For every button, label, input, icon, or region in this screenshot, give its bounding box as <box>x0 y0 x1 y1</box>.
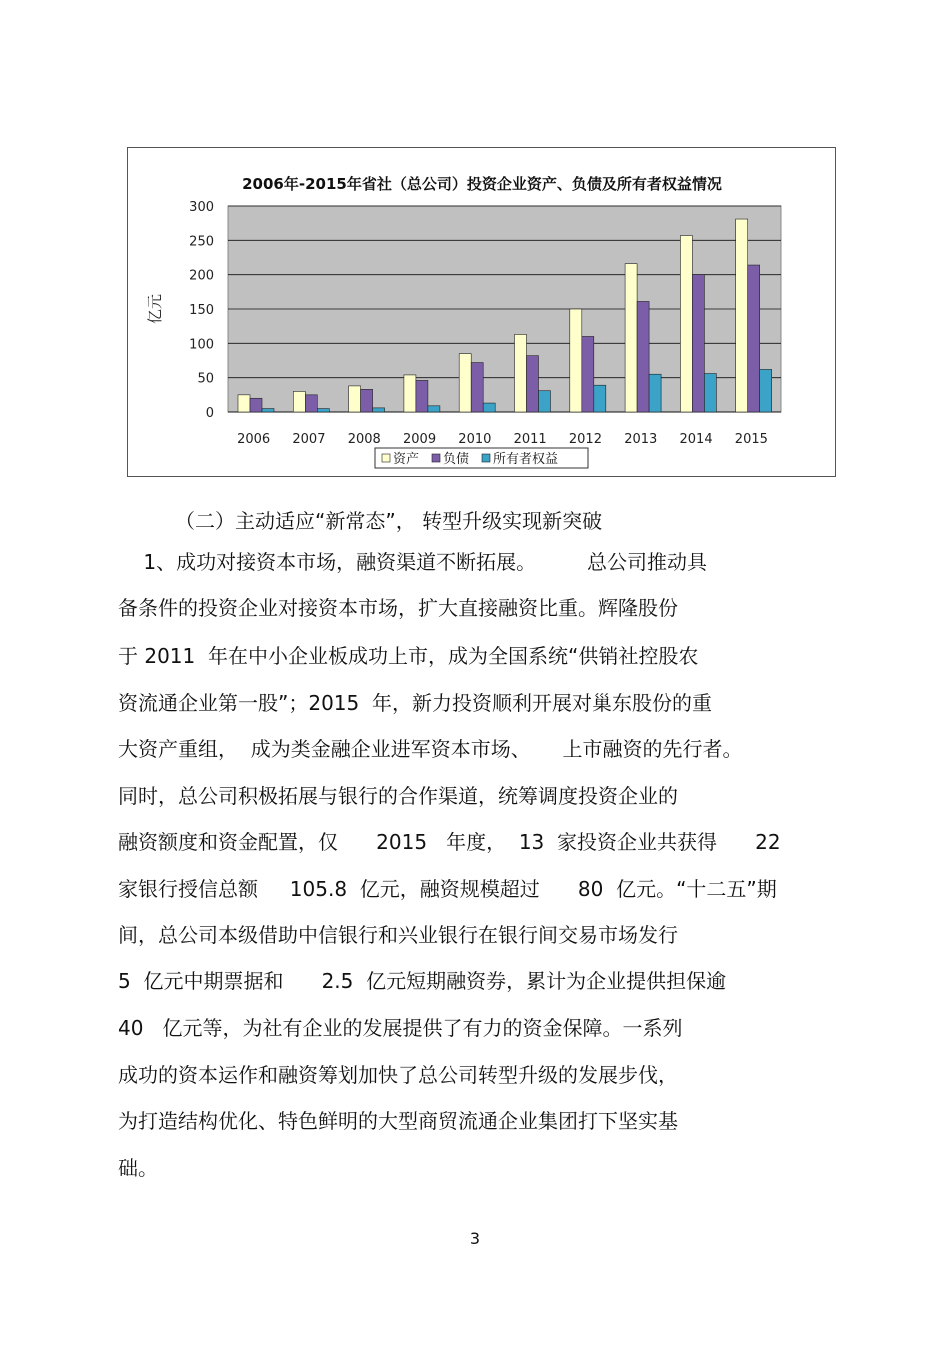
x-tick-label: 2011 <box>513 432 547 447</box>
paragraph-line: 于 2011 年在中小企业板成功上市，成为全国系统“供销社控股农 <box>118 644 699 668</box>
bar-chart <box>128 148 837 478</box>
y-tick-label: 250 <box>189 234 214 250</box>
bar-资产 <box>625 264 637 412</box>
x-tick-label: 2008 <box>347 432 381 447</box>
bar-负债 <box>250 398 262 412</box>
y-tick-label: 50 <box>197 371 214 387</box>
bar-负债 <box>416 380 428 412</box>
bar-所有者权益 <box>262 409 274 412</box>
x-tick-label: 2007 <box>292 432 326 447</box>
legend-swatch <box>432 454 440 462</box>
paragraph-line: 础。 <box>118 1156 158 1180</box>
paragraph-line: 资流通企业第一股”；2015 年，新力投资顺利开展对巢东股份的重 <box>118 691 712 715</box>
bar-资产 <box>404 375 416 412</box>
chart-title: 2006年-2015年省社（总公司）投资企业资产、负债及所有者权益情况 <box>242 175 722 193</box>
bar-资产 <box>570 309 582 412</box>
paragraph-line: 家银行授信总额 105.8 亿元，融资规模超过 80 亿元。“十二五”期 <box>118 877 777 901</box>
page-number: 3 <box>469 1229 481 1248</box>
bar-负债 <box>637 301 649 412</box>
y-tick-label: 100 <box>189 337 214 353</box>
paragraph-line: 同时，总公司积极拓展与银行的合作渠道，统筹调度投资企业的 <box>118 784 678 808</box>
bar-资产 <box>680 236 692 412</box>
paragraph-line: 备条件的投资企业对接资本市场，扩大直接融资比重。辉隆股份 <box>118 596 678 620</box>
paragraph-line: 40 亿元等，为社有企业的发展提供了有力的资金保障。一系列 <box>118 1016 683 1040</box>
paragraph-line: 为打造结构优化、特色鲜明的大型商贸流通企业集团打下坚实基 <box>118 1109 678 1133</box>
x-tick-label: 2010 <box>458 432 492 447</box>
legend-swatch <box>482 454 490 462</box>
x-tick-label: 2009 <box>403 432 437 447</box>
x-tick-label: 2014 <box>679 432 713 447</box>
chart-container <box>127 147 836 477</box>
bar-资产 <box>293 391 305 412</box>
bar-负债 <box>692 275 704 412</box>
section-heading: （二）主动适应“新常态”， 转型升级实现新突破 <box>175 509 603 533</box>
x-tick-label: 2015 <box>734 432 768 447</box>
legend-swatch <box>382 454 390 462</box>
paragraph-line: 间，总公司本级借助中信银行和兴业银行在银行间交易市场发行 <box>118 923 678 947</box>
bar-负债 <box>471 363 483 412</box>
bar-所有者权益 <box>760 369 772 412</box>
bar-所有者权益 <box>704 374 716 412</box>
legend-label: 负债 <box>443 452 470 467</box>
paragraph-line: 成功的资本运作和融资筹划加快了总公司转型升级的发展步伐， <box>118 1063 678 1087</box>
bar-所有者权益 <box>649 374 661 412</box>
bar-资产 <box>349 386 361 412</box>
bar-负债 <box>305 395 317 412</box>
paragraph-line: 融资额度和资金配置，仅 2015 年度， 13 家投资企业共获得 22 <box>118 830 781 854</box>
bar-资产 <box>515 334 527 412</box>
y-tick-label: 150 <box>189 303 214 318</box>
bar-所有者权益 <box>539 391 551 412</box>
bar-负债 <box>748 265 760 412</box>
bar-所有者权益 <box>594 385 606 412</box>
bar-负债 <box>527 356 539 412</box>
y-axis-label: 亿元 <box>146 293 164 325</box>
bar-所有者权益 <box>317 409 329 412</box>
bar-资产 <box>459 354 471 412</box>
bar-所有者权益 <box>428 406 440 412</box>
paragraph-line: 大资产重组， 成为类金融企业进军资本市场、 上市融资的先行者。 <box>118 737 743 761</box>
bar-所有者权益 <box>483 403 495 412</box>
bar-所有者权益 <box>373 408 385 412</box>
y-tick-label: 200 <box>189 268 214 284</box>
legend-label: 资产 <box>393 452 420 467</box>
y-tick-label: 0 <box>205 406 214 421</box>
paragraph-line: 1、成功对接资本市场，融资渠道不断拓展。 总公司推动具 <box>118 550 708 574</box>
bar-负债 <box>361 389 373 412</box>
bar-资产 <box>238 395 250 412</box>
legend-label: 所有者权益 <box>493 452 559 467</box>
x-tick-label: 2012 <box>568 432 602 447</box>
y-tick-label: 300 <box>189 200 214 215</box>
x-tick-label: 2006 <box>237 432 271 447</box>
paragraph-line: 5 亿元中期票据和 2.5 亿元短期融资券，累计为企业提供担保逾 <box>118 969 727 993</box>
x-tick-label: 2013 <box>624 432 658 447</box>
bar-负债 <box>582 336 594 412</box>
bar-资产 <box>736 219 748 412</box>
